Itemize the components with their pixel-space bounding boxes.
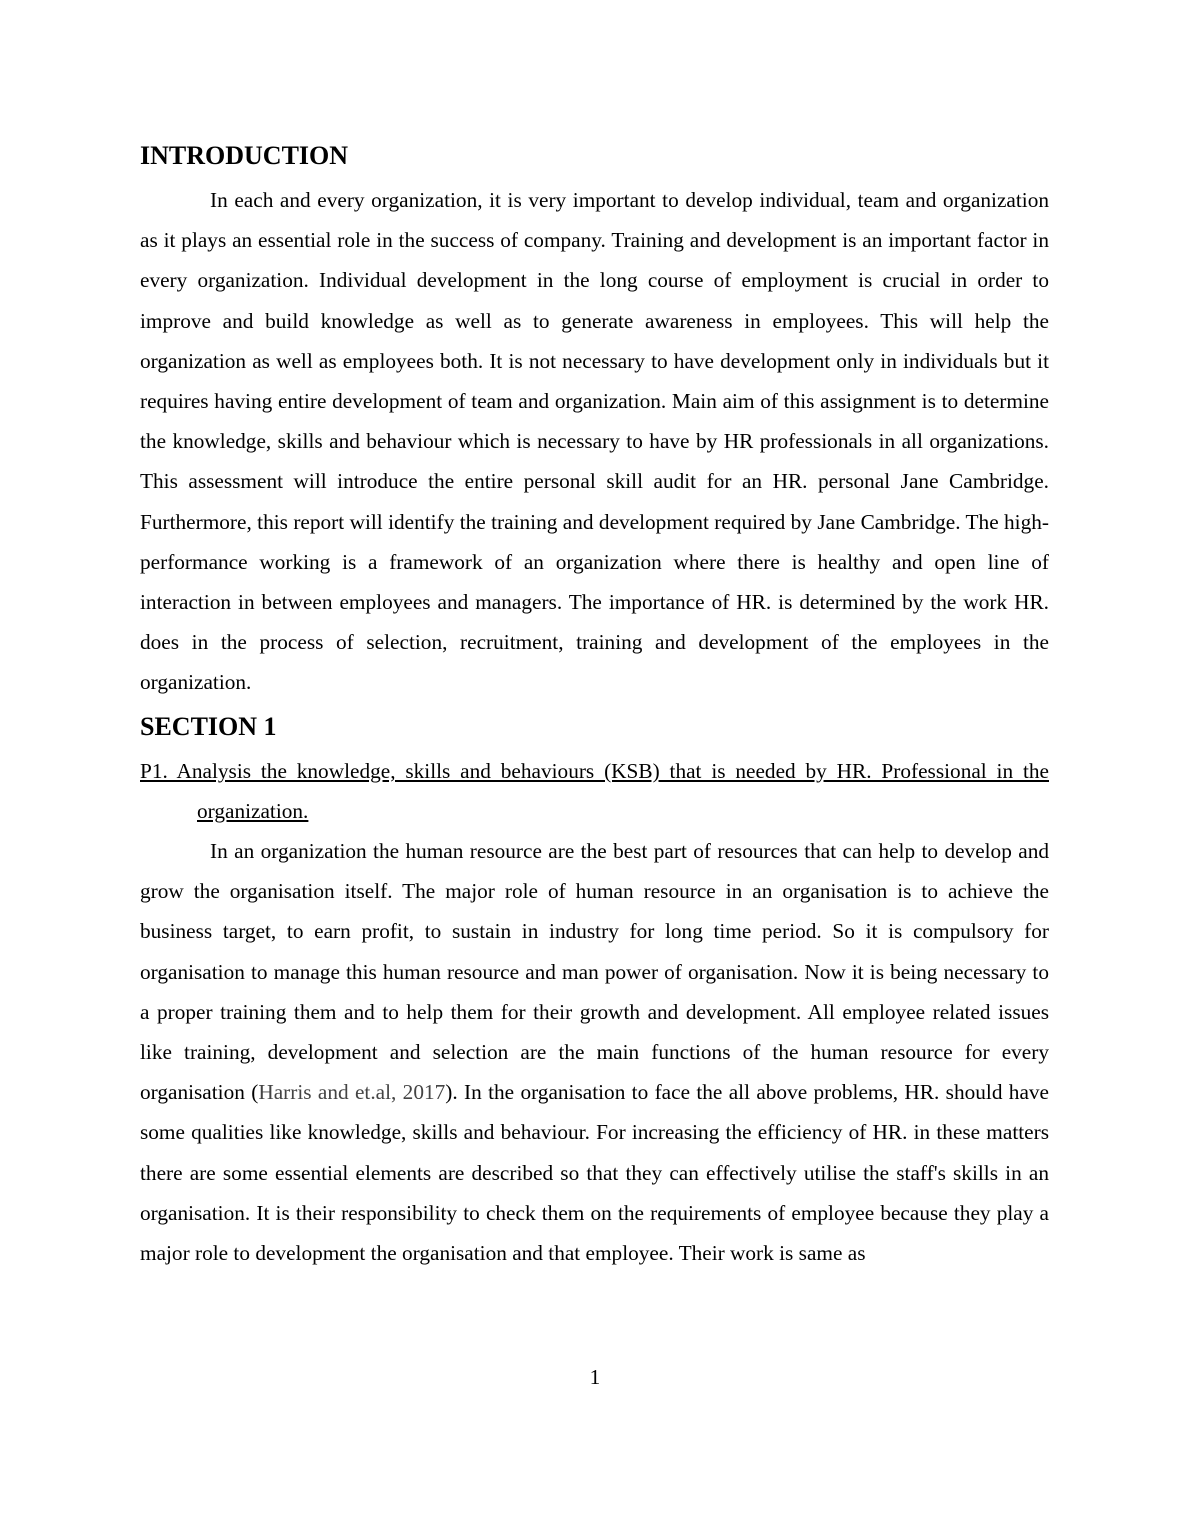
section-1-paragraph — [140, 831, 1049, 1273]
paragraph-text-after-citation: ). In the organisation to face the all above problems, HR. should have some qualities like knowledge, skills and behaviour. For increasing the efficiency of HR. in these matters there are some essential elements are described so that they can effectively utilise the staff's skills in an organisation. It is their responsibility to check them on the requirements of employee because they play a major role to development the organisation and that employee. Their work is same as — [140, 1080, 1049, 1266]
section-1-subheading: P1. Analysis the knowledge, skills and behaviours (KSB) that is needed by HR. Professional in the organization. — [140, 758, 1049, 823]
page-content — [140, 136, 1049, 1273]
section-1-heading: SECTION 1 — [140, 711, 277, 741]
introduction-paragraph: In each and every organization, it is very important to develop individual, team and organization as it plays an essential role in the success of company. Training and development is an important factor in every organization. Individual development in the long course of employment is crucial in order to improve and build knowledge as well as to generate awareness in employees. This will help the organization as well as employees both. It is not necessary to have development only in individuals but it requires having entire development of team and organization. Main aim of this assignment is to determine the knowledge, skills and behaviour which is necessary to have by HR professionals in all organizations. This assessment will introduce the entire personal skill audit for an HR. personal Jane Cambridge. Furthermore, this report will identify the training and development required by Jane Cambridge. The high-performance working is a framework of an organization where there is healthy and open line of interaction in between employees and managers. The importance of HR. is determined by the work HR. does in the process of selection, recruitment, training and development of the employees in the organization. — [140, 188, 1049, 695]
paragraph-text-before-citation: In an organization the human resource are the best part of resources that can help to develop and grow the organisation itself. The major role of human resource in an organisation is to achieve the business target, to earn profit, to sustain in industry for long time period. So it is compulsory for organisation to manage this human resource and man power of organisation. Now it is being necessary to a proper training them and to help them for their growth and development. All employee related issues like training, development and selection are the main functions of the human resource for every organisation ( — [140, 839, 1049, 1105]
page-number: 1 — [589, 1365, 601, 1389]
citation: Harris and et.al, 2017 — [258, 1080, 446, 1105]
introduction-heading: INTRODUCTION — [140, 141, 349, 170]
